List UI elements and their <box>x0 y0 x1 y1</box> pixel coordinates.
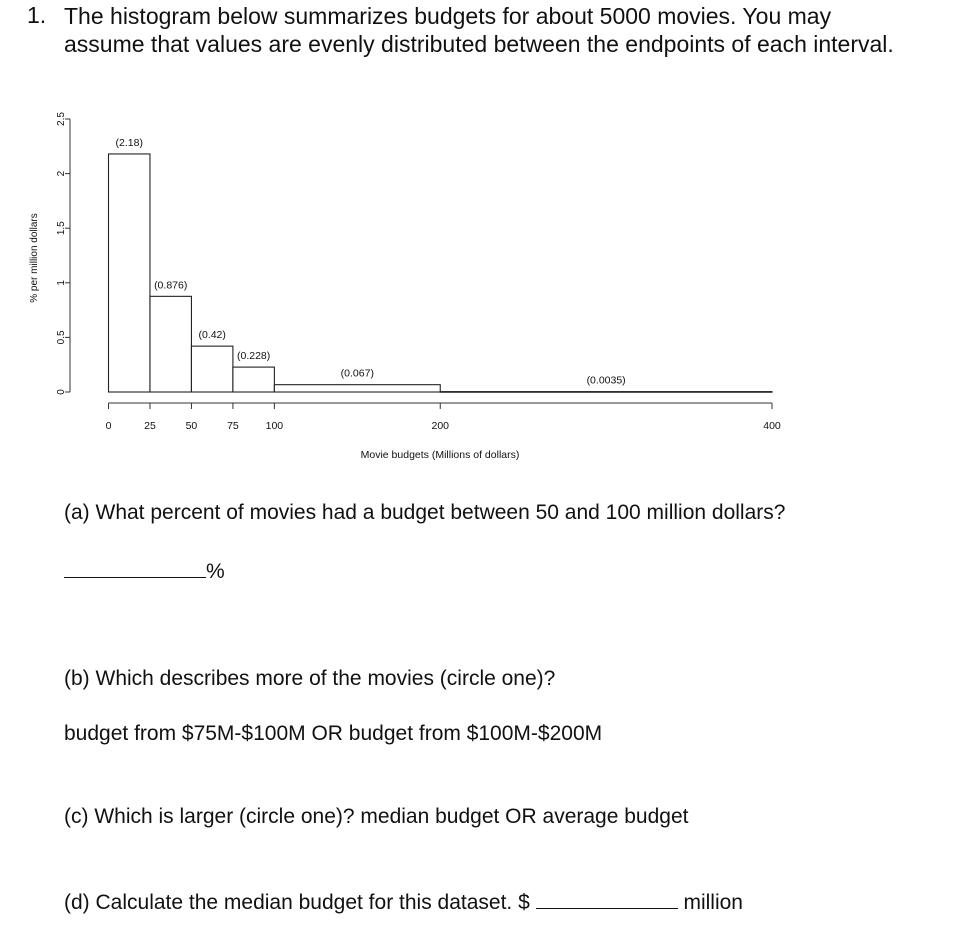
x-axis-label: Movie budgets (Millions of dollars) <box>360 449 520 461</box>
histogram-bar <box>191 346 232 392</box>
y-tick-label: 2 <box>56 170 67 177</box>
histogram-bar <box>233 367 274 392</box>
histogram-bar <box>109 154 150 392</box>
part-b-question: (b) Which describes more of the movies (circle one)? <box>64 667 556 690</box>
x-tick-label: 75 <box>227 420 239 432</box>
y-tick-label: 0 <box>56 389 67 395</box>
histogram-bar <box>150 296 191 392</box>
bar-value-label: (0.228) <box>237 350 271 363</box>
x-tick-label: 0 <box>105 420 112 432</box>
y-axis <box>56 112 70 395</box>
bar-value-label: (0.0035) <box>586 374 626 387</box>
million-unit: million <box>683 891 743 914</box>
histogram-bar <box>274 385 440 392</box>
histogram-bars <box>109 154 773 392</box>
y-tick-label: 1 <box>56 280 67 286</box>
histogram-bar <box>440 392 772 393</box>
intro-line-2: assume that values are evenly distributed between the endpoints of each interval. <box>64 31 894 57</box>
y-tick-label: 1.5 <box>56 221 67 236</box>
x-tick-label: 200 <box>431 420 450 432</box>
x-tick-label: 100 <box>265 420 284 432</box>
y-axis-label: % per million dollars <box>29 213 40 303</box>
percent-sign: % <box>206 560 225 583</box>
question-number: 1. <box>27 2 47 28</box>
x-tick-label: 25 <box>144 420 156 432</box>
part-d-answer-blank[interactable] <box>536 888 678 909</box>
bar-value-label: (0.876) <box>154 279 188 292</box>
x-axis <box>106 403 781 432</box>
x-tick-label: 400 <box>763 420 781 432</box>
part-c-question: (c) Which is larger (circle one)? median budget OR average budget <box>64 805 689 828</box>
y-tick-label: 2.5 <box>56 112 67 126</box>
bar-value-label: (0.42) <box>198 329 226 342</box>
part-a-answer-blank[interactable] <box>64 557 206 578</box>
y-tick-label: 0.5 <box>56 330 67 345</box>
part-a-question: (a) What percent of movies had a budget between 50 and 100 million dollars? <box>64 501 786 524</box>
part-d-line <box>64 888 743 915</box>
intro-line-1: The histogram below summarizes budgets for about 5000 movies. You may <box>64 3 832 29</box>
part-d-question: (d) Calculate the median budget for this dataset. $ <box>64 891 530 914</box>
x-tick-label: 50 <box>185 420 198 432</box>
bar-value-label: (0.067) <box>340 367 374 380</box>
part-b-choices: budget from $75M-$100M OR budget from $100M-$200M <box>64 722 603 745</box>
part-a-answer-line <box>64 557 225 584</box>
bar-value-label: (2.18) <box>115 136 143 149</box>
